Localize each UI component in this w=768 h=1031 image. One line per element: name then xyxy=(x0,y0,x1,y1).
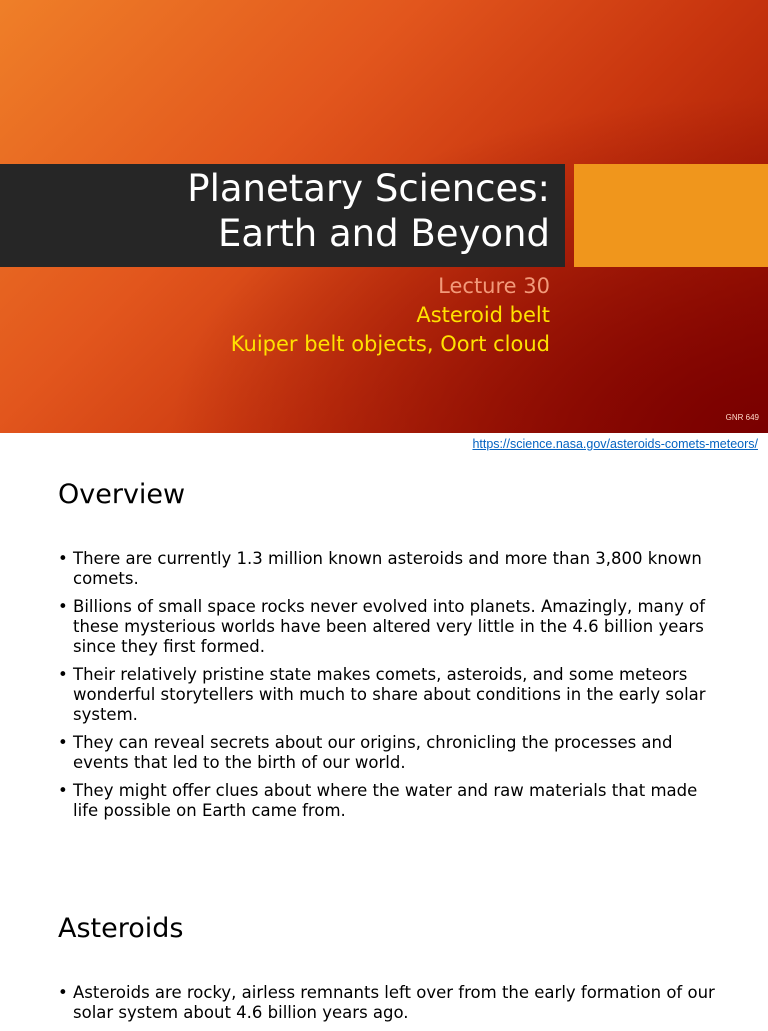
slide-title xyxy=(187,166,550,256)
bullet-text: There are currently 1.3 million known asteroids and more than 3,800 known comets. xyxy=(73,549,702,588)
title-line-1: Planetary Sciences: xyxy=(187,167,550,210)
overview-bullet-list xyxy=(58,549,726,829)
source-link[interactable]: https://science.nasa.gov/asteroids-comets-meteors/ xyxy=(472,437,758,451)
bullet-dot: • xyxy=(58,549,68,568)
list-item xyxy=(58,665,726,725)
bullet-dot: • xyxy=(58,983,68,1002)
topic-asteroid-belt: Asteroid belt xyxy=(416,303,550,327)
bullet-dot: • xyxy=(58,733,68,752)
topic-kuiper-oort: Kuiper belt objects, Oort cloud xyxy=(230,332,550,356)
accent-block xyxy=(574,164,768,267)
bullet-dot: • xyxy=(58,665,68,684)
bullet-text: Asteroids are rocky, airless remnants left over from the early formation of our solar system about 4.6 billion years ago. xyxy=(73,983,715,1022)
list-item xyxy=(58,983,726,1023)
bullet-dot: • xyxy=(58,597,68,616)
bullet-text: Their relatively pristine state makes comets, asteroids, and some meteors wonderful storytellers with much to share about conditions in the early solar system. xyxy=(73,665,706,724)
title-slide xyxy=(0,0,768,433)
asteroids-heading: Asteroids xyxy=(58,913,184,944)
bullet-text: They can reveal secrets about our origins, chronicling the processes and events that led to the birth of our world. xyxy=(73,733,673,772)
list-item xyxy=(58,597,726,657)
list-item xyxy=(58,549,726,589)
list-item xyxy=(58,733,726,773)
lecture-number: Lecture 30 xyxy=(438,274,550,298)
overview-slide xyxy=(0,433,768,1024)
course-code: GNR 649 xyxy=(725,413,759,422)
bullet-dot: • xyxy=(58,781,68,800)
title-line-2: Earth and Beyond xyxy=(218,212,550,255)
bullet-text: They might offer clues about where the water and raw materials that made life possible on Earth came from. xyxy=(73,781,698,820)
list-item xyxy=(58,781,726,821)
bullet-text: Billions of small space rocks never evolved into planets. Amazingly, many of these mysterious worlds have been altered very little in the 4.6 billion years since they first formed. xyxy=(73,597,706,656)
slide-subtitle xyxy=(231,272,550,359)
overview-heading: Overview xyxy=(58,479,186,510)
